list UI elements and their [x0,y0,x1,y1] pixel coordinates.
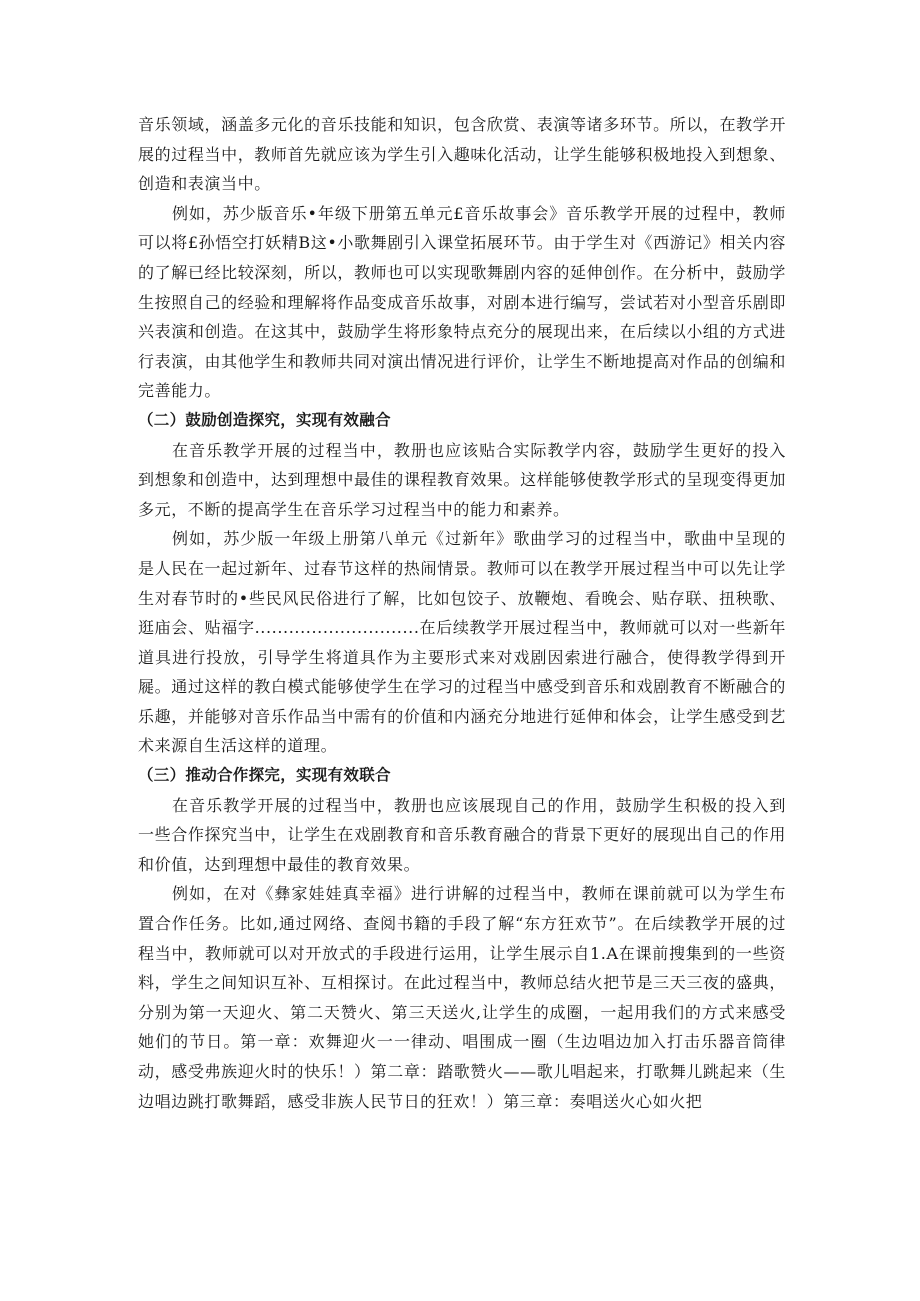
paragraph-intro: 音乐领域，涵盖多元化的音乐技能和知识，包含欣赏、表演等诸多环节。所以，在教学开展的过程当中，教师首先就应该为学生引入趣味化活动，让学生能够积极地投入到想象、创造和表演当中。 [138,115,786,194]
paragraph-example-sunwukong: 例如，苏少版音乐•年级下册第五单元£音乐故事会》音乐教学开展的过程中，教师可以将£孙悟空打妖精B这•小歌舞剧引入课堂拓展环节。由于学生对《西游记》相关内容的了解已经比较深刻，所以，教师也可以实现歌舞剧内容的延伸创作。在分析中，鼓励学生按照自己的经验和理解将作品变成音乐故事，对剧本进行编写，尝试若对小型音乐剧即兴表演和创造。在这其中，鼓励学生将形象特点充分的展现出来，在后续以小组的方式进行表演，由其他学生和教师共同对演出情况进行评价，让学生不断地提高对作品的创编和完善能力。 [138,203,786,401]
paragraph-section-2-intro: 在音乐教学开展的过程当中，教册也应该贴合实际教学内容，鼓励学生更好的投入到想象和创造中，达到理想中最佳的课程教育效果。这样能够使教学形式的呈现变得更加多元，不断的提高学生在音乐学习过程当中的能力和素养。 [138,440,786,519]
paragraph-example-new-year: 例如，苏少版一年级上册第八单元《过新年》歌曲学习的过程当中，歌曲中呈现的是人民在一起过新年、过春节这样的热闹情景。教师可以在教学开展过程当中可以先让学生对春节时的•些民风民俗进行了解，比如包饺子、放鞭炮、看晚会、贴存联、扭秧歌、逛庙会、贴福字.............................在后续教学开展过程当中，教师就可以对一些新年道具进行投放，引导学生将道具作为主要形式来对戏剧因索进行融合，使得教学得到开屣。通过这样的教白模式能够使学生在学习的过程当中感受到音乐和戏剧教育不断融合的乐趣，并能够对音乐作品当中需有的价值和内涵充分地进行延伸和体会，让学生感受到艺术来源自生活这样的道理。 [138,529,786,756]
paragraph-section-3-intro: 在音乐教学开展的过程当中，教册也应该展现自己的作用，鼓励学生积极的投入到一些合作探究当中，让学生在戏剧教育和音乐教育融合的背景下更好的展现出自己的作用和价值，达到理想中最佳的教育效果。 [138,795,786,874]
section-heading-3: （三）推动合作探完，实现有效联合 [138,766,391,785]
paragraph-example-yi-festival: 例如，在对《彝家娃娃真幸福》进行讲解的过程当中，教师在课前就可以为学生布置合作任务。比如,通过网络、查阅书籍的手段了解“东方狂欢节”。在后续教学开展的过程当中，教师就可以对开放式的手段进行运用，让学生展示自1.A在课前搜集到的一些资料，学生之间知识互补、互相探讨。在此过程当中，教师总结火把节是三天三夜的盛典，分别为第一天迎火、第二天赞火、第三天送火,让学生的成圈，一起用我们的方式来感受她们的节日。第一章：欢舞迎火一一律动、唱围成一圈（生边唱边加入打击乐器音筒律动，感受弗族迎火时的快乐！）第二章：踏歌赞火——歌儿唱起来，打歌舞儿跳起来（生边唱边跳打歌舞蹈，感受非族人民节日的狂欢！）第三章：奏唱送火心如火把 [138,884,786,1111]
document-body [138,110,786,1116]
section-heading-2: （二）鼓励创造探究，实现有效融合 [138,410,391,429]
